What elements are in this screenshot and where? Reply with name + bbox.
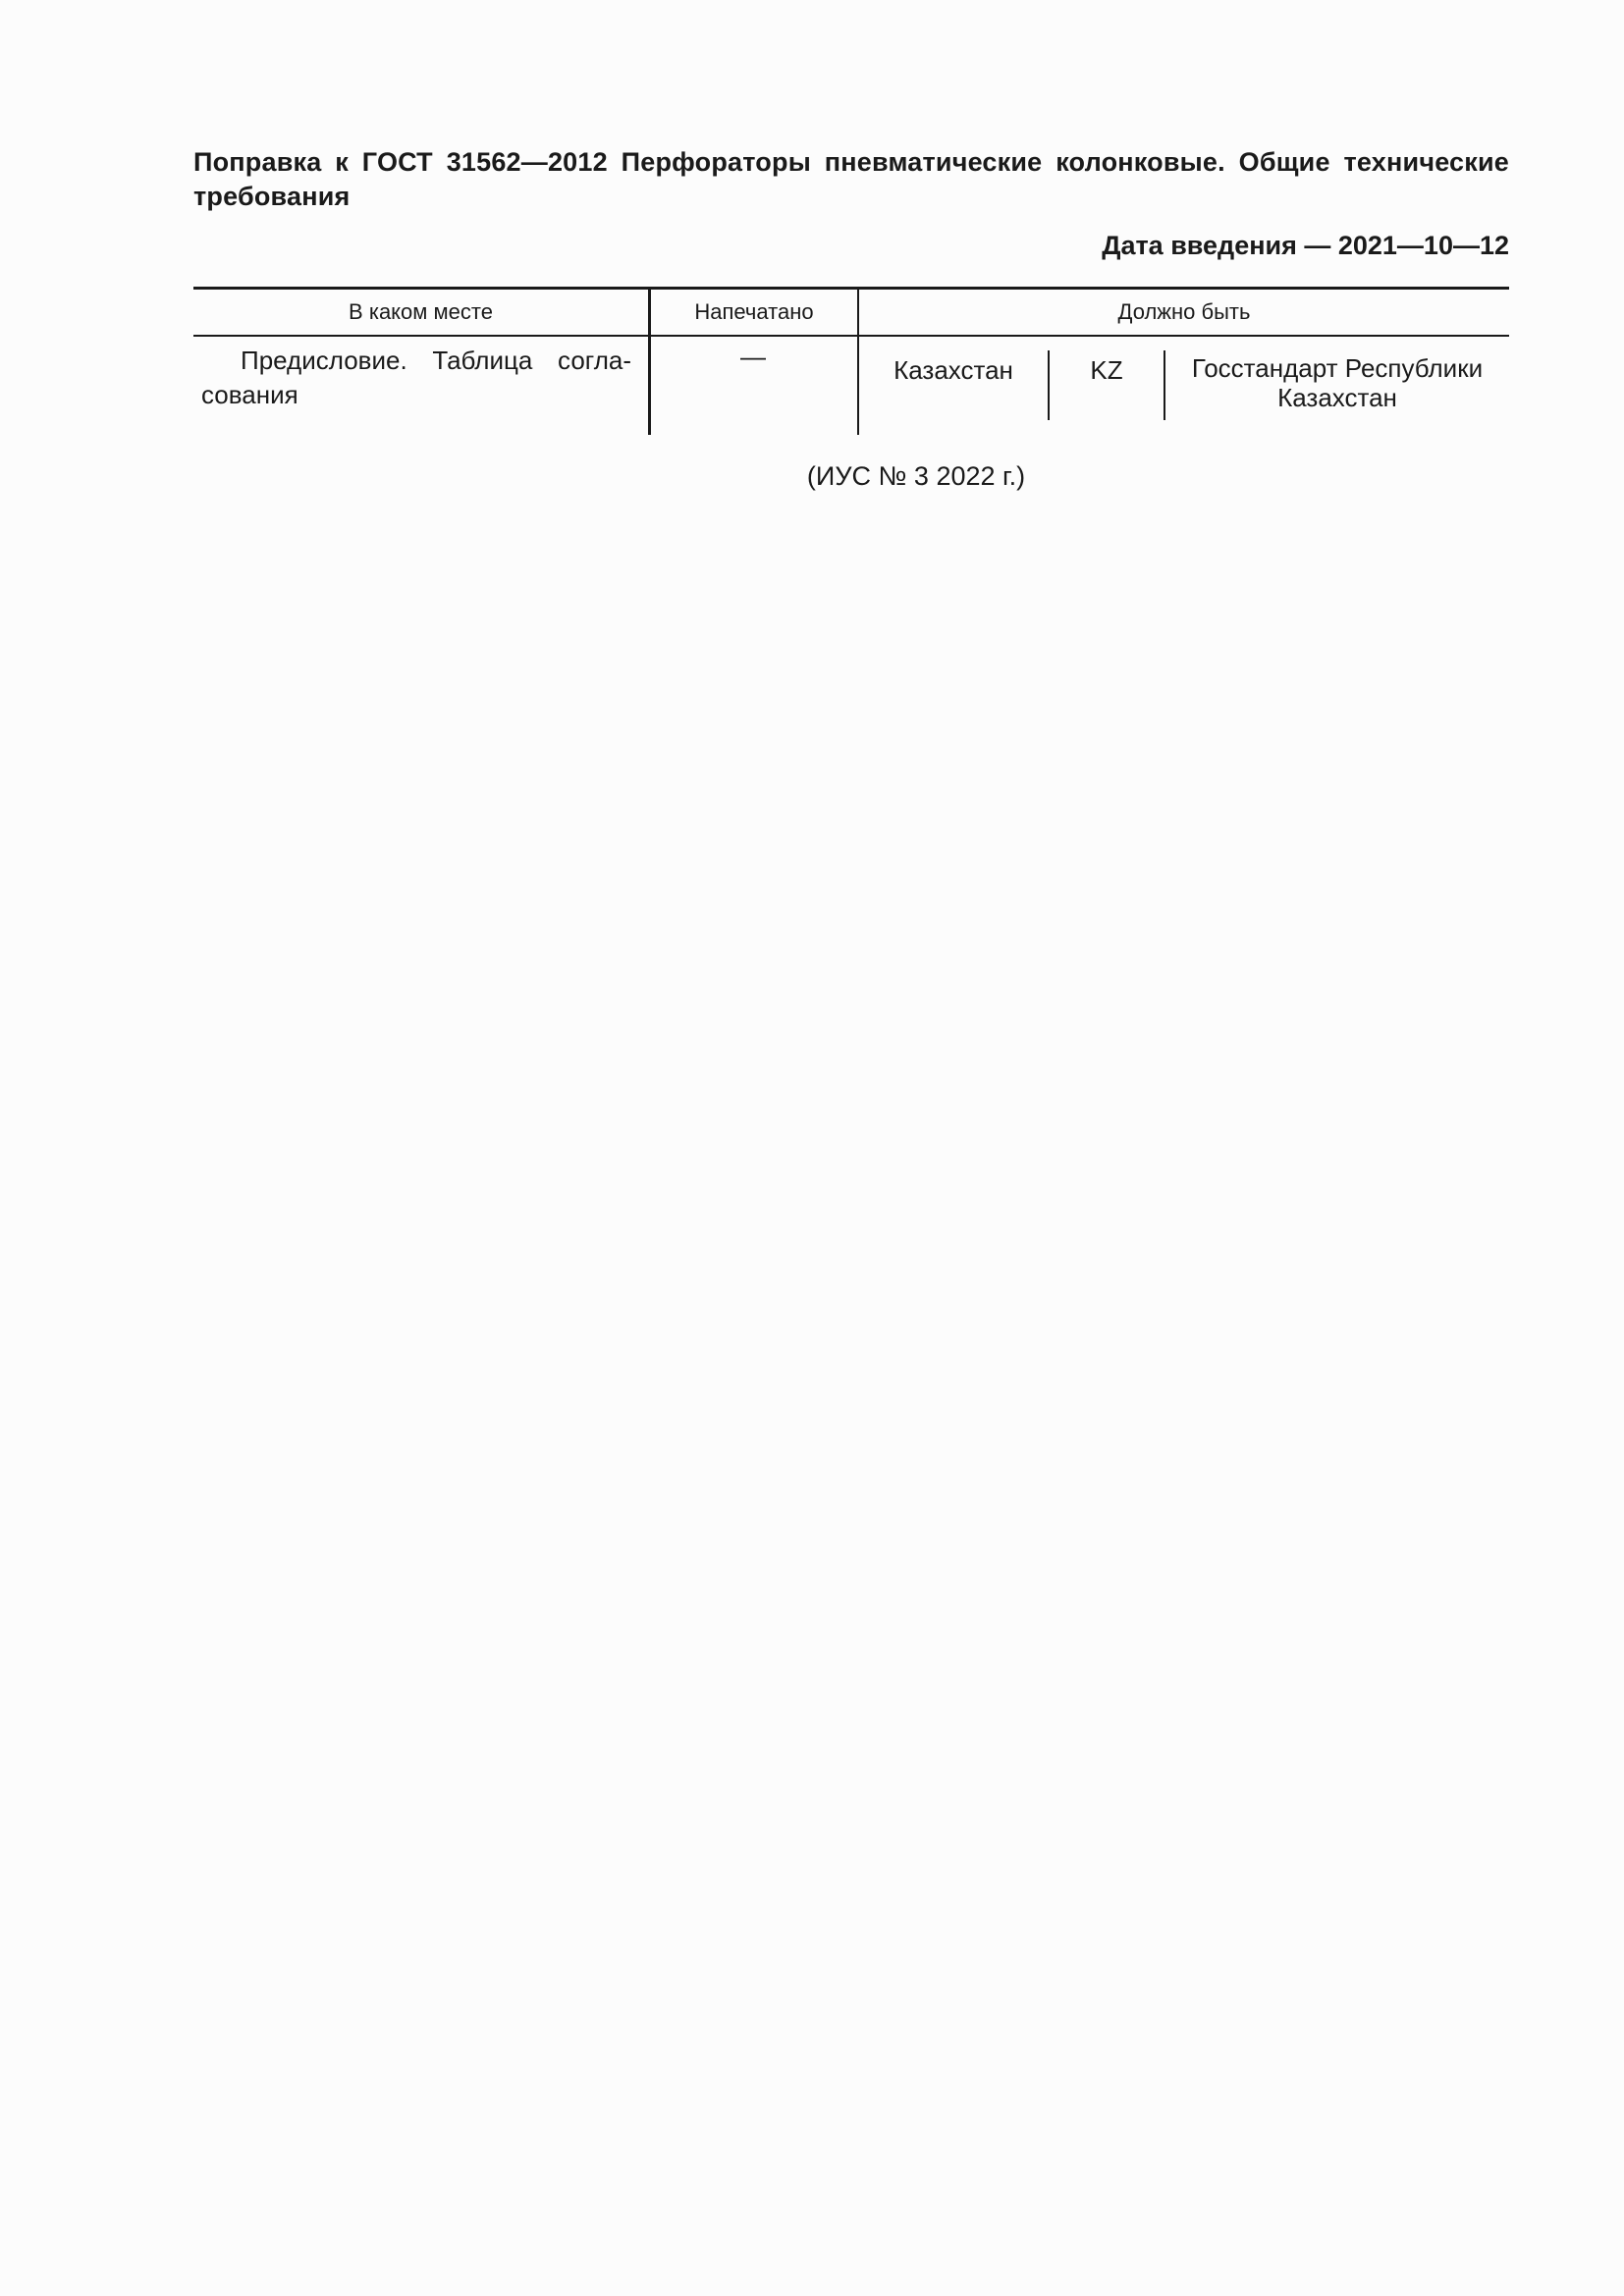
cell-code: KZ (1090, 355, 1123, 385)
header-should-be: Должно быть (1117, 299, 1251, 324)
header-printed: Напечатано (694, 299, 814, 324)
cell-printed: — (740, 342, 766, 371)
cell-country: Казахстан (893, 355, 1013, 385)
column-divider-code-org (1164, 350, 1165, 420)
table-header-rule (193, 335, 1509, 337)
effective-date: Дата введения — 2021—10—12 (1102, 231, 1509, 260)
cell-where: Предисловие. Таблица согла-сования (201, 346, 631, 409)
ius-reference: (ИУС № 3 2022 г.) (806, 461, 1026, 491)
cell-organization: Госстандарт Республики Казахстан (1191, 353, 1484, 412)
document-title: Поправка к ГОСТ 31562—2012 Перфораторы пневматические колонковые. Общие технические требования (193, 147, 1509, 211)
header-where: В каком месте (349, 299, 493, 324)
